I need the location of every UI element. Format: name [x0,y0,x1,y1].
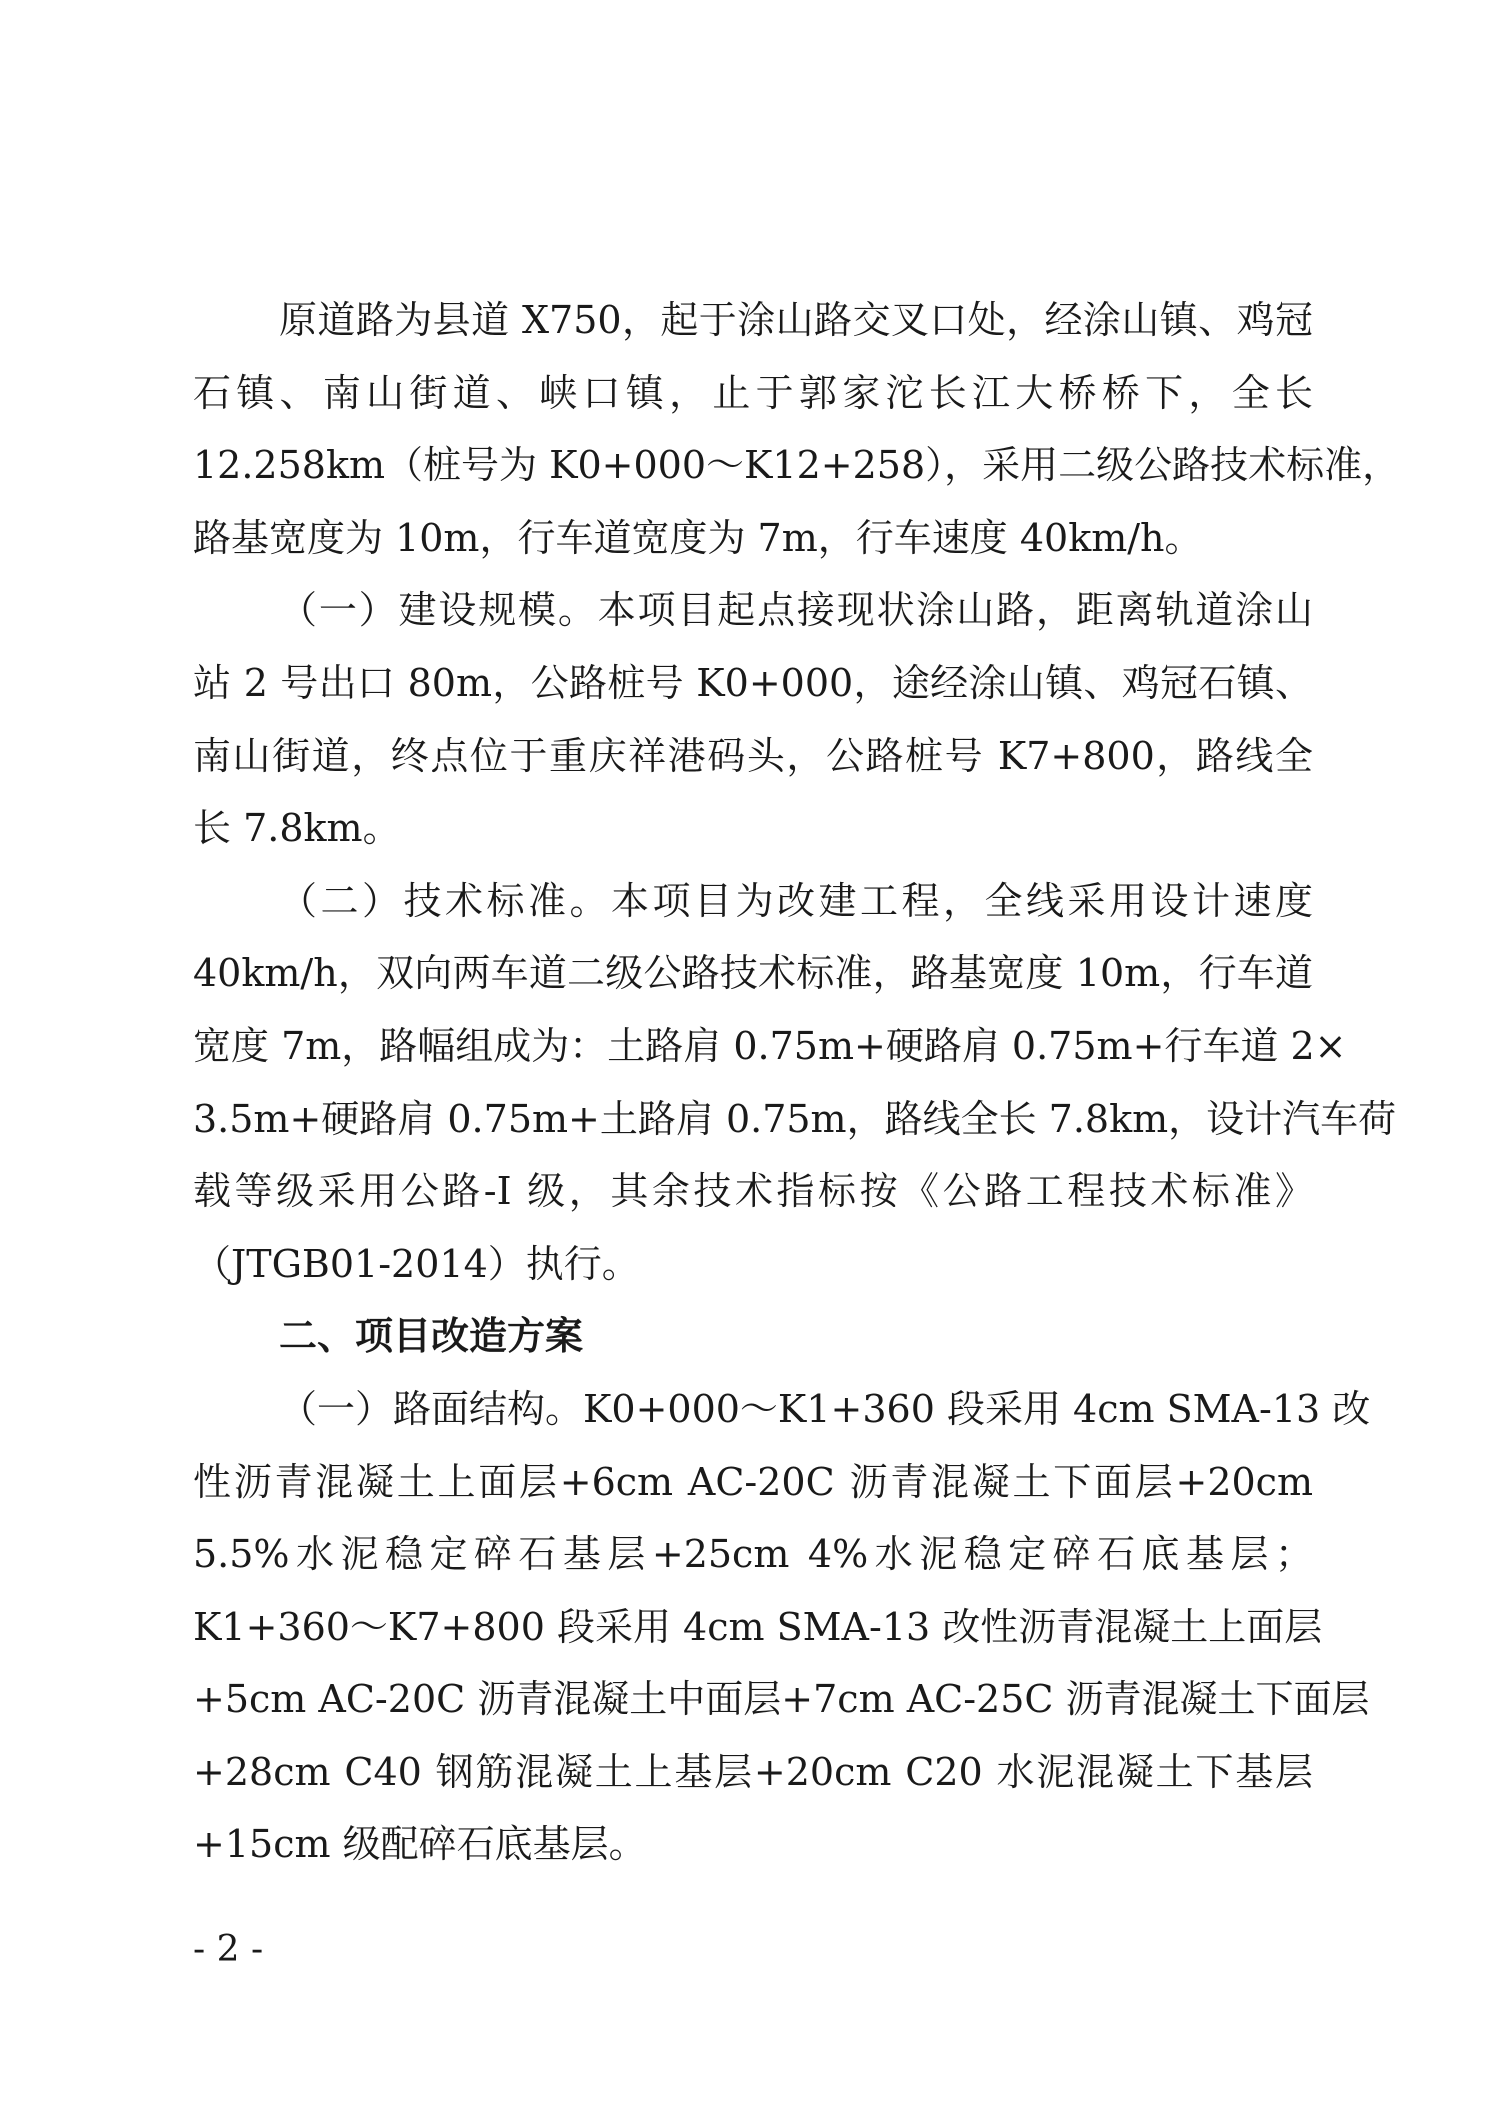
paragraph-line: （JTGB01-2014）执行。 [193,1241,640,1286]
document-body [193,284,1401,1881]
paragraph-line: +15cm 级配碎石底基层。 [193,1822,647,1867]
paragraph-line: （一）建设规模。本项目起点接现状涂山路，距离轨道涂山 [279,588,1313,633]
paragraph-line: +5cm AC-20C 沥青混凝土中面层+7cm AC-25C 沥青混凝土下面层 [193,1677,1370,1722]
paragraph-line: 原道路为县道 X750，起于涂山路交叉口处，经涂山镇、鸡冠 [279,298,1313,342]
paragraph-line: 长 7.8km。 [193,806,401,851]
paragraph-line: 南山街道，终点位于重庆祥港码头，公路桩号 K7+800，路线全 [193,733,1313,778]
paragraph-line: 性沥青混凝土上面层+6cm AC-20C 沥青混凝土下面层+20cm [193,1459,1313,1504]
section-heading: 二、项目改造方案 [279,1314,584,1359]
paragraph-line: 宽度 7m，路幅组成为：土路肩 0.75m+硬路肩 0.75m+行车道 2× [193,1023,1347,1068]
paragraph-line: （二）技术标准。本项目为改建工程，全线采用设计速度 [279,878,1313,923]
paragraph-line: 5.5%水泥稳定碎石基层+25cm 4%水泥稳定碎石底基层； [193,1532,1313,1577]
paragraph-line: 12.258km（桩号为 K0+000～K12+258），采用二级公路技术标准， [193,443,1401,488]
paragraph-line: 40km/h，双向两车道二级公路技术标准，路基宽度 10m，行车道 [193,951,1313,996]
paragraph-line: 载等级采用公路-I 级，其余技术指标按《公路工程技术标准》 [193,1169,1313,1214]
paragraph-line: （一）路面结构。K0+000～K1+360 段采用 4cm SMA-13 改 [279,1386,1371,1431]
paragraph-line: +28cm C40 钢筋混凝土上基层+20cm C20 水泥混凝土下基层 [193,1749,1313,1794]
paragraph-line: 3.5m+硬路肩 0.75m+土路肩 0.75m，路线全长 7.8km，设计汽车荷 [193,1096,1397,1141]
paragraph-line: 路基宽度为 10m，行车道宽度为 7m，行车速度 40km/h。 [193,515,1203,560]
paragraph-line: 石镇、南山街道、峡口镇，止于郭家沱长江大桥桥下，全长 [193,370,1313,415]
paragraph-line: 站 2 号出口 80m，公路桩号 K0+000，途经涂山镇、鸡冠石镇、 [193,660,1313,705]
paragraph-line: K1+360～K7+800 段采用 4cm SMA-13 改性沥青混凝土上面层 [193,1604,1323,1649]
page-number: - 2 - [193,1929,264,1970]
